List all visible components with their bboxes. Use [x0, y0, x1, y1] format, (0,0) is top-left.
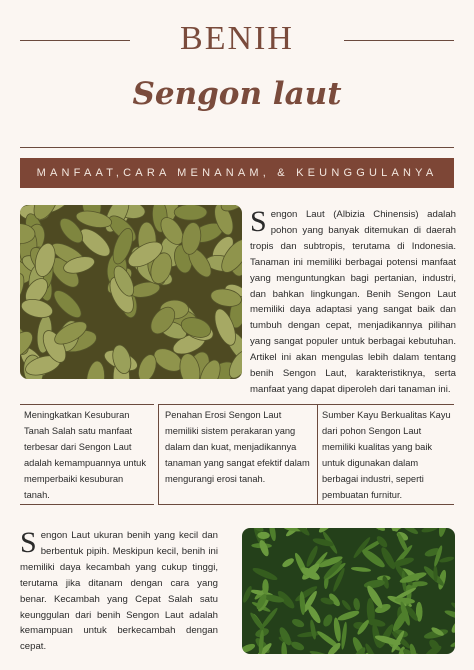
intro-text: engon Laut (Albizia Chinensis) adalah pohon yang banyak ditemukan di daerah tropis dan subtropis, terutama di Indonesia. Tanaman ini memiliki berbagai potensi manfaat yang menguntungkan bagi pertanian, industri, dan bahkan lingkungan. Benih Sengon Laut memiliki daya adaptasi yang sangat baik dan tumbuh dengan cepat, menjadikannya pilihan yang sangat populer untuk berbagai kebutuhan. Artikel ini akan mengulas lebih dalam tentang benih Sengon Laut, karakteristiknya, serta manfaat yang dapat diperoleh dari tanaman ini.: [250, 209, 456, 395]
header-rule-full: [20, 147, 454, 148]
plant-photo: [242, 528, 455, 654]
info-box-erosion-text: Penahan Erosi Sengon Laut memiliki sistem perakaran yang dalam dan kuat, menjadikannya tanaman yang sangat efektif dalam mengurangi erosi tanah.: [165, 410, 310, 484]
bottom-paragraph: [20, 528, 218, 655]
plant-illustration: [242, 528, 455, 654]
info-box-erosion: [159, 404, 317, 505]
info-box-soil-text: Meningkatkan Kesuburan Tanah Salah satu manfaat terbesar dari Sengon Laut adalah kemampuannya untuk memperbaiki kesuburan tanah.: [24, 410, 146, 500]
bottom-text: engon Laut ukuran benih yang kecil dan berbentuk pipih. Meskipun kecil, benih ini memiliki daya kecambah yang cukup tinggi, terutama jika ditanam dengan cara yang benar. Kecambah yang Cepat Salah satu keunggulan dari benih Sengon Laut adalah kemampuan untuk berkecambah dengan cepat.: [20, 530, 218, 653]
seeds-photo: [20, 205, 242, 379]
bottom-dropcap: S: [20, 526, 37, 559]
section-banner: MANFAAT,CARA MENANAM, & KEUNGGULANYA: [20, 158, 454, 188]
seed-shape: [174, 205, 207, 220]
intro-dropcap: S: [250, 205, 267, 238]
seeds-illustration: [20, 205, 242, 379]
info-box-timber: [318, 404, 454, 505]
info-box-soil: [20, 404, 154, 505]
title-sengon-laut: Sengon laut: [132, 76, 342, 112]
leaf-shape: [262, 579, 268, 595]
intro-paragraph: [250, 207, 456, 398]
title-benih: BENIH: [180, 20, 294, 57]
info-box-timber-text: Sumber Kayu Berkualitas Kayu dari pohon Sengon Laut memiliki kualitas yang baik untuk digunakan dalam berbagai industri, seperti pembuatan furnitur.: [322, 410, 451, 500]
